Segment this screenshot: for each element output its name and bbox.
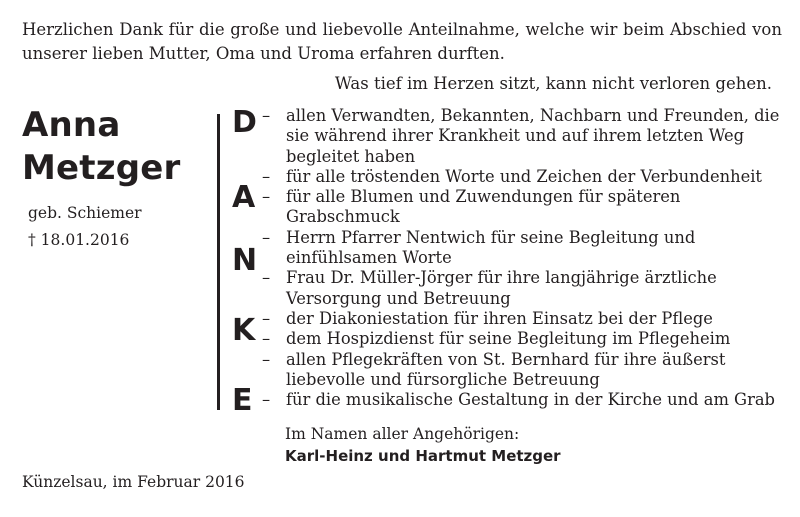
- thanks-item-text: Frau Dr. Müller-Jörger für ihre langjährige ärztliche Versorgung und Betreuung: [286, 268, 717, 308]
- list-item: [262, 268, 782, 309]
- danke-letter-n: N: [232, 243, 258, 278]
- vertical-rule: [217, 114, 220, 410]
- danke-letter-a: A: [232, 180, 256, 215]
- intro-text: Herzlichen Dank für die große und liebevolle Anteilnahme, welche wir beim Abschied von unserer lieben Mutter, Oma und Uroma erfahren durften.: [22, 20, 782, 63]
- dash: –: [262, 390, 271, 410]
- deceased-name: [22, 104, 181, 190]
- dash: –: [262, 187, 271, 207]
- thanks-item-text: für die musikalische Gestaltung in der Kirche und am Grab: [286, 390, 775, 410]
- list-item: [262, 309, 782, 329]
- danke-letter-e: E: [232, 383, 253, 418]
- list-item: [262, 187, 782, 228]
- list-item: [262, 228, 782, 269]
- list-item: [262, 350, 782, 391]
- motto: Was tief im Herzen sitzt, kann nicht verloren gehen.: [334, 74, 772, 93]
- thanks-item-text: dem Hospizdienst für seine Begleitung im Pflegeheim: [286, 329, 731, 349]
- maiden-name: geb. Schiemer: [28, 204, 142, 222]
- dash: –: [262, 308, 271, 328]
- list-item: [262, 329, 782, 349]
- danke-letter-k: K: [232, 313, 256, 348]
- thanks-list: [262, 106, 782, 410]
- thanks-item-text: allen Pflegekräften von St. Bernhard für ihre äußerst liebevolle und fürsorgliche Betreuung: [286, 349, 726, 389]
- thanks-item-text: der Diakoniestation für ihren Einsatz bei der Pflege: [286, 308, 713, 328]
- thanks-item-text: allen Verwandten, Bekannten, Nachbarn und Freunden, die sie während ihrer Krankheit und auf ihrem letzten Weg begleitet haben: [286, 106, 780, 166]
- dash: –: [262, 106, 271, 125]
- dash: –: [262, 227, 271, 247]
- danke-letter-d: D: [232, 105, 257, 140]
- place-date: Künzelsau, im Februar 2016: [22, 473, 245, 491]
- dash: –: [262, 329, 271, 349]
- last-name: Metzger: [22, 148, 181, 188]
- dash: –: [262, 166, 271, 186]
- signature-intro: Im Namen aller Angehörigen:: [285, 425, 520, 443]
- dash: –: [262, 268, 271, 288]
- signature-names: Karl-Heinz und Hartmut Metzger: [285, 447, 561, 465]
- list-item: [262, 167, 782, 187]
- first-name: Anna: [22, 105, 121, 145]
- list-item: [262, 390, 782, 410]
- dash: –: [262, 349, 271, 369]
- death-date: † 18.01.2016: [28, 231, 130, 249]
- thanks-item-text: für alle Blumen und Zuwendungen für späteren Grabschmuck: [286, 187, 681, 227]
- list-item: [262, 106, 782, 167]
- thanks-item-text: Herrn Pfarrer Nentwich für seine Begleitung und einfühlsamen Worte: [286, 227, 696, 268]
- thanks-item-text: für alle tröstenden Worte und Zeichen der Verbundenheit: [286, 166, 762, 186]
